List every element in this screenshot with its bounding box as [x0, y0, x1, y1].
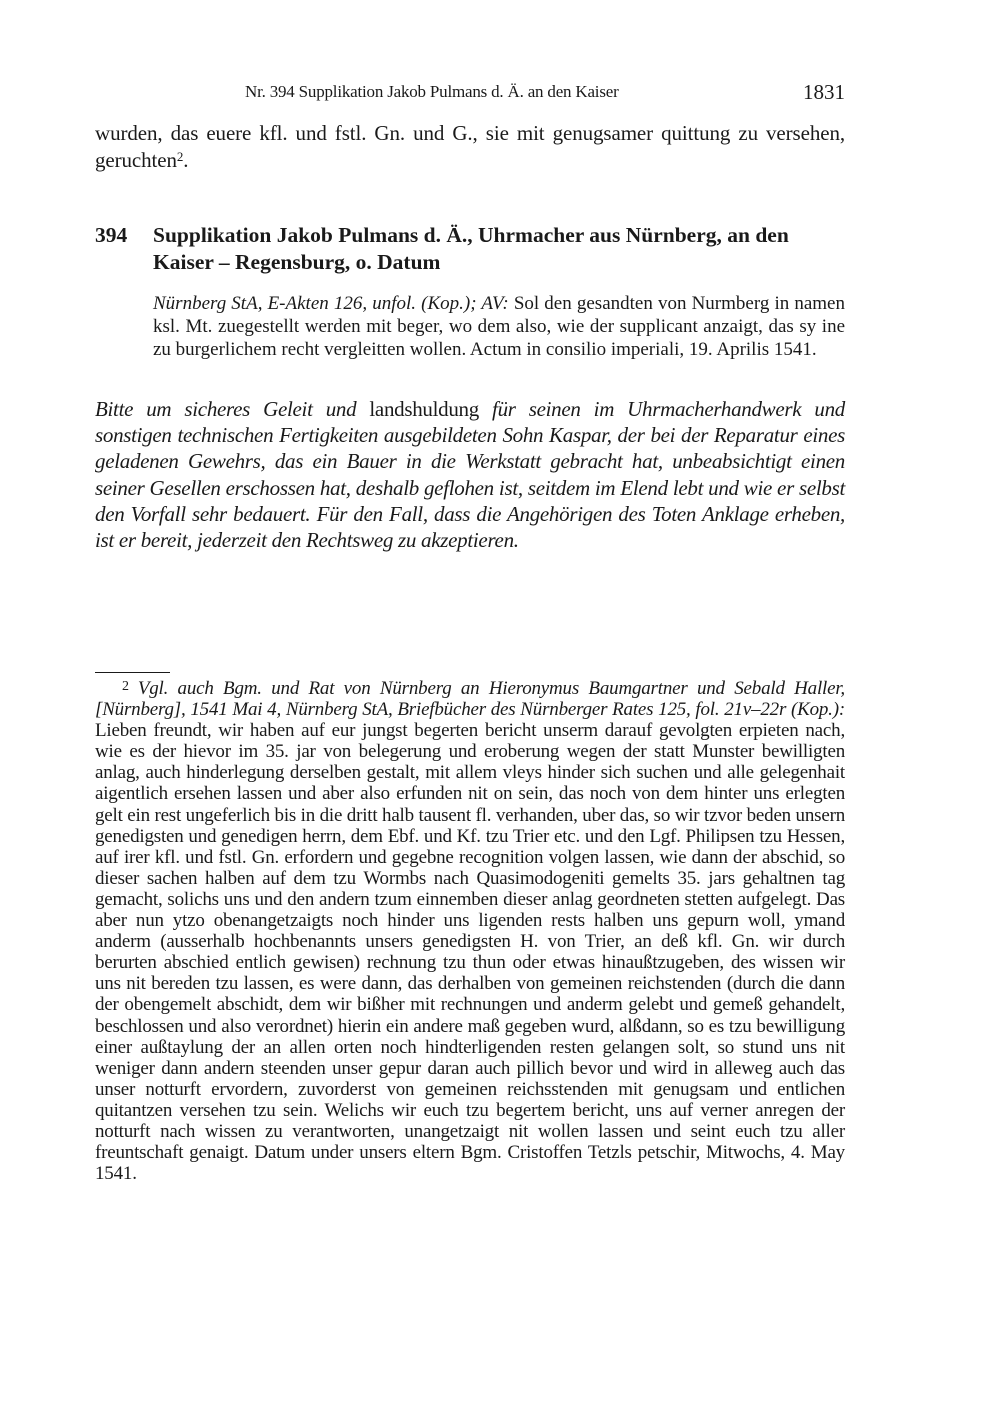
page-number: 1831 — [803, 80, 845, 104]
footnote-2 — [95, 676, 845, 1184]
regest-part-1: Bitte um sicheres Geleit und — [95, 397, 370, 421]
source-citation: Nürnberg StA, E-Akten 126, unfol. (Kop.); AV: — [153, 293, 509, 314]
continuation-paragraph — [95, 120, 845, 174]
footnote-mark: 2 — [122, 679, 129, 694]
footnote-reference[interactable]: 2 — [176, 149, 184, 164]
document-heading — [95, 222, 845, 276]
regest-term: landshuldung — [369, 397, 479, 421]
regest — [95, 396, 845, 553]
continuation-end: . — [183, 148, 189, 172]
running-head — [95, 80, 845, 106]
footnote-citation: Vgl. auch Bgm. und Rat von Nürnberg an Hieronymus Baumgartner und Sebald Haller, [Nürnberg], 1541 Mai 4, Nürnberg StA, Briefbücher des Nürnberger Rates 125, fol. 21v–22r (Kop.): — [95, 678, 845, 721]
document-title: Supplikation Jakob Pulmans d. Ä., Uhrmacher aus Nürnberg, an den Kaiser – Regensburg, o. Datum — [153, 223, 789, 274]
running-head-title: Nr. 394 Supplikation Jakob Pulmans d. Ä. an den Kaiser — [245, 82, 619, 101]
source-note-text: Sol den gesandten von Nurmberg in namen ksl. Mt. zuegestellt werden mit beger, wo dem also, wie der supplicant anzaigt, das sy ine zu burgerlichem recht vergleitten wollen. Actum in consilio imperiali, 19. Aprilis 1541. — [153, 293, 845, 360]
document-number: 394 — [95, 223, 128, 247]
continuation-text: wurden, das euere kfl. und fstl. Gn. und G., sie mit genugsamer quittung zu versehen, geruchten — [95, 121, 845, 172]
footnote-text: Lieben freundt, wir haben auf eur jungst begerten bericht unserm darauf gevolgten erpieten nach, wie es der hievor im 35. jar von belegerung und eroberung wegen der statt Munster bewilligten anlag, auch hinderlegung derselben gestalt, mit allem vleys hinder sich suchen und alle gelegenhait aigentlich ersehen lassen und aber also erfunden nit on sein, das noch von dem hinter uns erlegten gelt ein rest ungeferlich bis in die dritt halb tausent fl. verhanden, uber das, so wir tzvor beden unsern genedigsten und genedigen herrn, dem Ebf. und Kf. tzu Trier etc. und den Lgf. Philipsen tzu Hessen, auf irer kfl. und fstl. Gn. erfordern und gegebne recognition volgen lassen, wie dann der abschid, so dieser sachen halben auf dem tzu Wormbs nach Quasimodogeniti gemelts 35. jars gehaltnen tag gemacht, solichs uns und den andern tzum einnemben dieser anlag geordneten stetten aufgelegt. Das aber nun ytzo obenangetzaigts noch hinder uns ligenden rests halben uns gepurn woll, ymand anderm (ausserhalb hochbenannts unsers genedigsten H. von Trier, an deß kfl. Gn. wir durch berurten abschied entlich gewisen) rechnung tzu thun oder etwas hinaußtzugeben, des wissen wir uns nit bereden tzu lassen, es were dann, das derhalben von gemeinen reichstenden (durch die dann der obengemelt abschidt, dem wir bißher mit rechnungen und anderm gelebt und gemeß gehandelt, beschlossen und also verordnet) hierin ein andere maß gegeben wurd, alßdann, so es tzu bewilligung einer außtaylung der an allen orten noch hindterligenden resten gelangen solt, so stund uns nit weniger dann andern steenden unser gepur daran auch pillich bevor und wird in alleweg auch das unser notturft ervordern, zuvorderst von gemeinen reichsstenden mit genugsam und entlichen quitantzen versehen tzu sein. Welichs wir euch tzu begertem bericht, uns auf verner anregen der notturft nach wissen zu verantworten, unangetzaigt nit wollen lassen und seint euch tzu aller freuntschaft genaigt. Datum under unsers eltern Bgm. Cristoffen Tetzls petschir, Mitwochs, 4. May 1541. — [95, 720, 845, 1185]
regest-part-3: für seinen im Uhrmacherhandwerk und sonstigen technischen Fertigkeiten ausgebildeten Sohn Kaspar, der bei der Reparatur eines geladenen Gewehrs, das ein Bauer in die Werkstatt gebracht hat, unbeabsichtigt einen seiner Gesellen erschossen hat, deshalb geflohen ist, seitdem im Elend lebt und wie er selbst den Vorfall sehr bedauert. Für den Fall, dass die Angehörigen des Toten Anklage erheben, ist er bereit, jederzeit den Rechtsweg zu akzeptieren. — [95, 397, 845, 553]
source-note — [153, 292, 845, 361]
footnote-divider — [95, 672, 170, 673]
